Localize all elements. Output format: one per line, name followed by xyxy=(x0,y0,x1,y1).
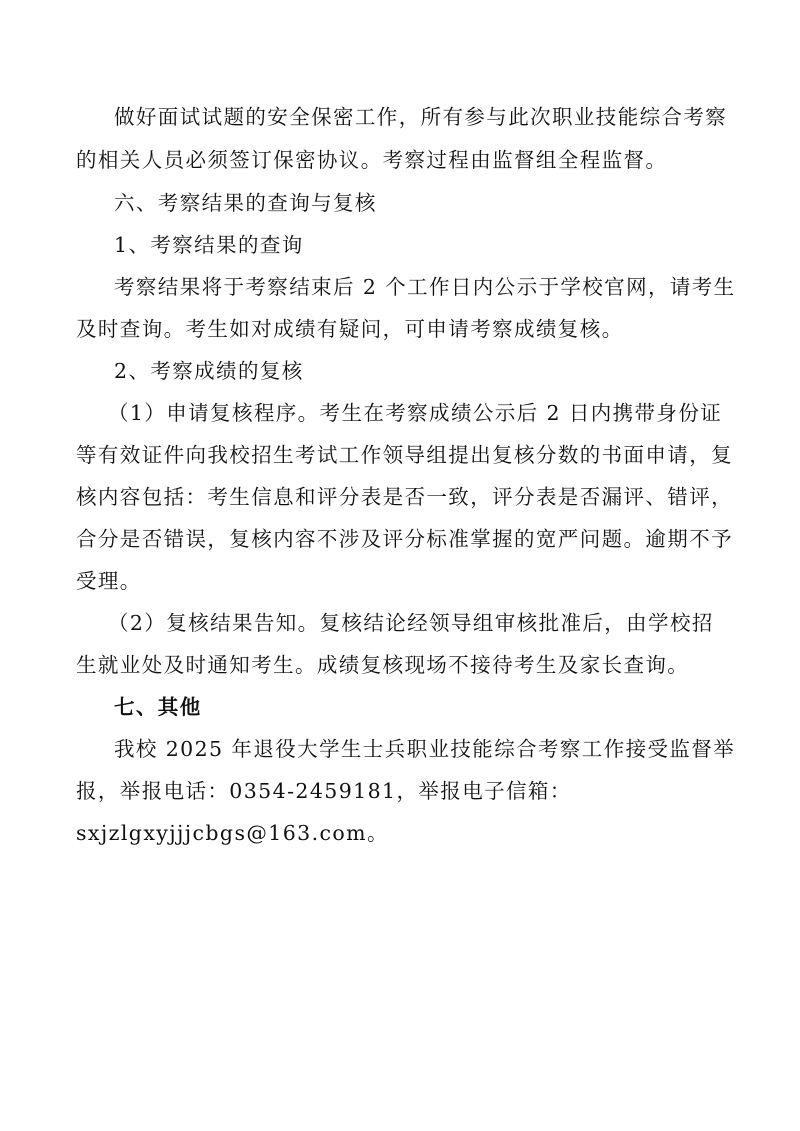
email-address: sxjzlgxyjjjcbgs@163.com。 xyxy=(76,821,389,845)
paragraph-line: 报，举报电话：0354-2459181，举报电子信箱： xyxy=(76,779,572,803)
paragraph-line: 合分是否错误，复核内容不涉及评分标准掌握的宽严问题。逾期不予 xyxy=(76,527,733,551)
paragraph-line: （2）复核结果告知。复核结论经领导组审核批准后，由学校招 xyxy=(108,611,714,635)
subsection-heading: 2、考察成绩的复核 xyxy=(114,359,304,383)
paragraph-line: 生就业处及时通知考生。成绩复核现场不接待考生及家长查询。 xyxy=(76,653,690,677)
paragraph-line: 我校 2025 年退役大学生士兵职业技能综合考察工作接受监督举 xyxy=(114,737,736,761)
paragraph-line: 及时查询。考生如对成绩有疑问，可申请考察成绩复核。 xyxy=(76,317,624,341)
paragraph-line: 考察结果将于考察结束后 2 个工作日内公示于学校官网，请考生 xyxy=(114,275,736,299)
paragraph-line: （1）申请复核程序。考生在考察成绩公示后 2 日内携带身份证 xyxy=(108,401,723,425)
paragraph-line: 等有效证件向我校招生考试工作领导组提出复核分数的书面申请，复 xyxy=(76,443,733,467)
paragraph-line: 做好面试试题的安全保密工作，所有参与此次职业技能综合考察 xyxy=(114,105,728,129)
subsection-heading: 1、考察结果的查询 xyxy=(114,233,304,257)
section-heading: 七、其他 xyxy=(114,695,202,719)
section-heading: 六、考察结果的查询与复核 xyxy=(114,191,377,215)
paragraph-line: 受理。 xyxy=(76,569,142,593)
paragraph-line: 核内容包括：考生信息和评分表是否一致，评分表是否漏评、错评， xyxy=(76,485,733,509)
paragraph-line: 的相关人员必须签订保密协议。考察过程由监督组全程监督。 xyxy=(76,148,668,172)
